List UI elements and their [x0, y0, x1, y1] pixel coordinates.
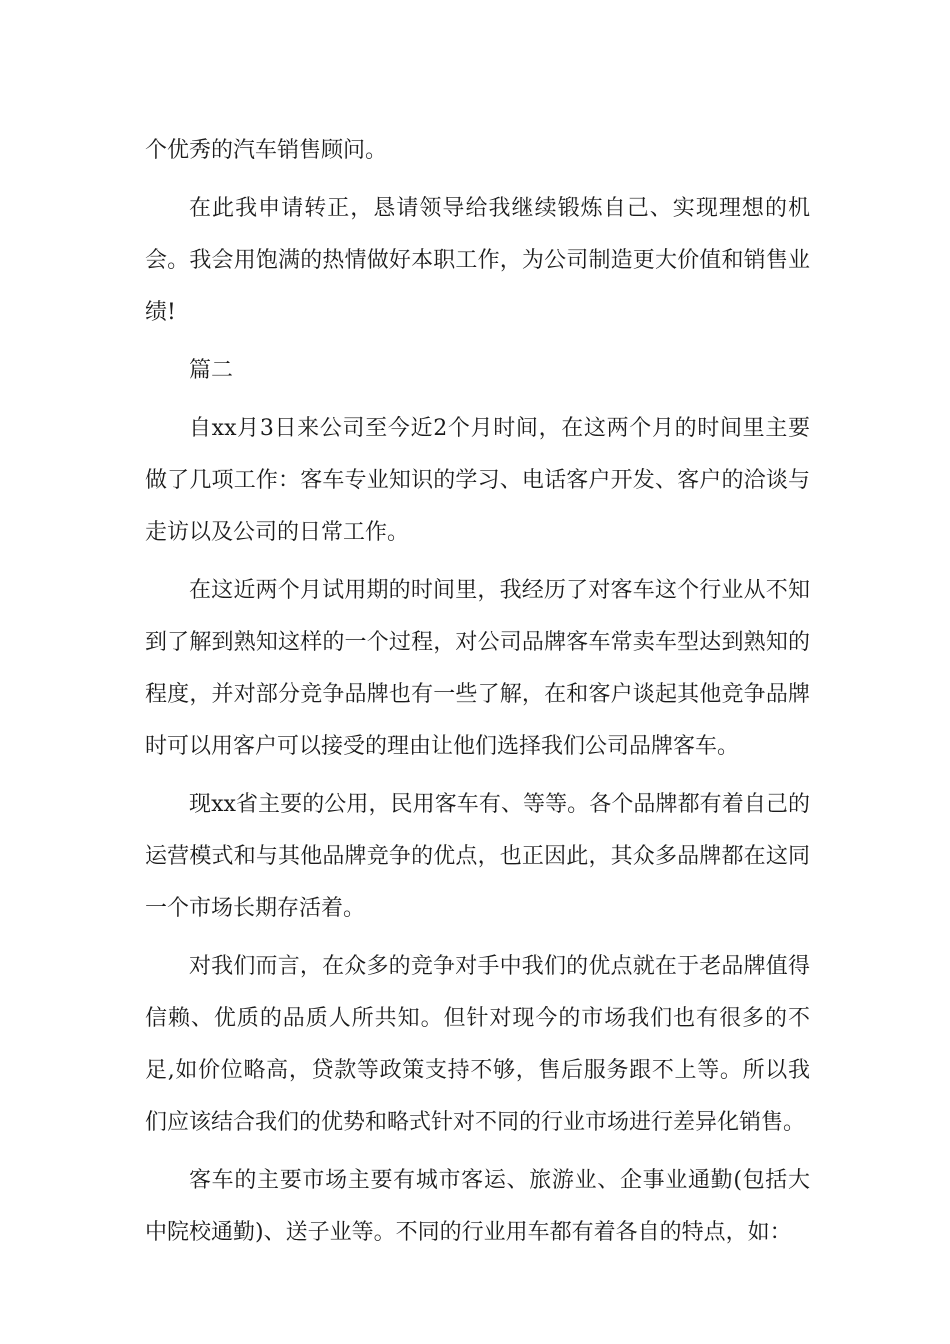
section-heading: 篇二: [189, 358, 234, 383]
paragraph-application: 在此我申请转正，恳请领导给我继续锻炼自己、实现理想的机会。我会用饱满的热情做好本职工作，为公司制造更大价值和销售业绩!: [145, 196, 810, 325]
document-body: [145, 125, 810, 1265]
paragraph-probation: 在这近两个月试用期的时间里，我经历了对客车这个行业从不知到了解到熟知这样的一个过程，对公司品牌客车常卖车型达到熟知的程度，并对部分竞争品牌也有一些了解，在和客户谈起其他竞争品牌时可以用客户可以接受的理由让他们选择我们公司品牌客车。: [145, 578, 810, 759]
paragraph-work-summary: 自xx月3日来公司至今近2个月时间，在这两个月的时间里主要做了几项工作：客车专业知识的学习、电话客户开发、客户的洽谈与走访以及公司的日常工作。: [145, 416, 810, 545]
paragraph-advantages: 对我们而言，在众多的竞争对手中我们的优点就在于老品牌值得信赖、优质的品质人所共知。但针对现今的市场我们也有很多的不足,如价位略高，贷款等政策支持不够，售后服务跟不上等。所以我们应该结合我们的优势和略式针对不同的行业市场进行差异化销售。: [145, 954, 810, 1135]
paragraph-main-markets: 客车的主要市场主要有城市客运、旅游业、企事业通勤(包括大中院校通勤)、送子业等。不同的行业用车都有着各自的特点，如：: [145, 1168, 810, 1245]
paragraph-continuation: 个优秀的汽车销售顾问。: [145, 138, 388, 163]
paragraph-market-brands: 现xx省主要的公用，民用客车有、等等。各个品牌都有着自己的运营模式和与其他品牌竞争的优点，也正因此，其众多品牌都在这同一个市场长期存活着。: [145, 792, 810, 921]
